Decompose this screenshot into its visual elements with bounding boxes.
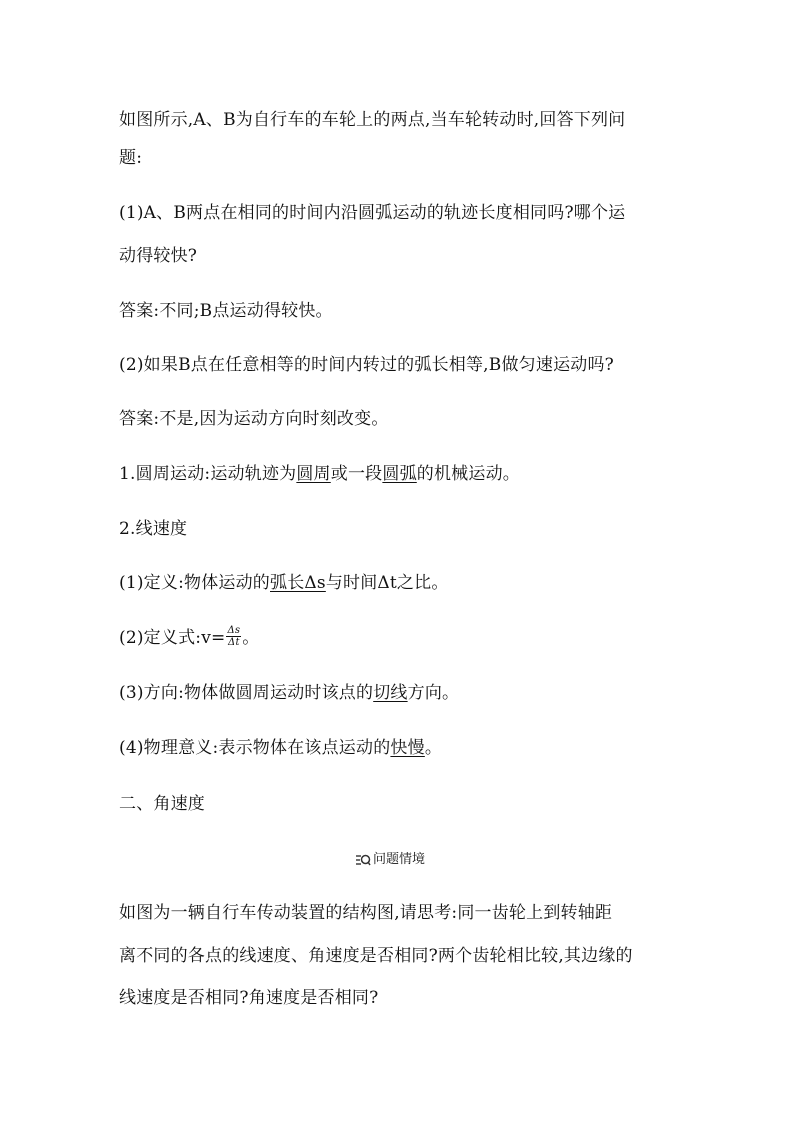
section-title-question-scenario: [355, 851, 425, 869]
circular-motion-mid: 或一段: [330, 464, 383, 484]
formula-denominator: Δt: [228, 637, 240, 648]
linear-velocity-formula: [119, 626, 679, 650]
formula-suffix: 。: [242, 628, 260, 648]
direction-underlined: 切线: [373, 683, 408, 703]
formula-numerator: Δs: [227, 625, 241, 636]
meaning-suffix: 。: [424, 738, 443, 758]
circular-motion-suffix: 的机械运动。: [416, 464, 520, 484]
section-title-label: 问题情境: [373, 852, 426, 867]
linear-velocity-meaning: [119, 736, 679, 760]
formula-fraction: [226, 625, 241, 648]
definition-prefix: (1)定义:物体运动的: [119, 573, 271, 593]
angular-velocity-heading: 二、角速度: [119, 794, 205, 814]
answer-1: 答案:不同;B点运动得较快。: [119, 301, 333, 321]
intro-line-1: 如图所示,A、B为自行车的车轮上的两点,当车轮转动时,回答下列问: [119, 110, 626, 130]
question-1-line-1: (1)A、B两点在相同的时间内沿圆弧运动的轨迹长度相同吗?哪个运: [119, 203, 626, 223]
linear-velocity-definition: [119, 571, 679, 595]
circular-motion-prefix: 1.圆周运动:运动轨迹为: [119, 464, 297, 484]
circular-motion-definition: [119, 462, 679, 486]
definition-suffix: 与时间Δt之比。: [325, 573, 449, 593]
linear-velocity-heading: 2.线速度: [119, 519, 188, 539]
scenario-line-1: 如图为一辆自行车传动装置的结构图,请思考:同一齿轮上到转轴距: [119, 903, 613, 923]
direction-suffix: 方向。: [407, 683, 460, 703]
definition-underlined: 弧长Δs: [270, 573, 326, 593]
scenario-line-2: 离不同的各点的线速度、角速度是否相同?两个齿轮相比较,其边缘的: [119, 946, 633, 966]
meaning-prefix: (4)物理意义:表示物体在该点运动的: [119, 738, 391, 758]
linear-velocity-direction: [119, 681, 679, 705]
formula-prefix: (2)定义式:v=: [119, 628, 226, 648]
question-1-line-2: 动得较快?: [119, 246, 198, 266]
question-2: (2)如果B点在任意相等的时间内转过的弧长相等,B做匀速运动吗?: [119, 355, 614, 375]
circular-motion-term-1: 圆周: [296, 464, 331, 484]
question-scenario-icon: [355, 853, 371, 867]
direction-prefix: (3)方向:物体做圆周运动时该点的: [119, 683, 374, 703]
circular-motion-term-2: 圆弧: [382, 464, 417, 484]
intro-line-2: 题:: [119, 148, 143, 168]
answer-2: 答案:不是,因为运动方向时刻改变。: [119, 409, 389, 429]
meaning-underlined: 快慢: [390, 738, 425, 758]
scenario-line-3: 线速度是否相同?角速度是否相同?: [119, 988, 379, 1008]
